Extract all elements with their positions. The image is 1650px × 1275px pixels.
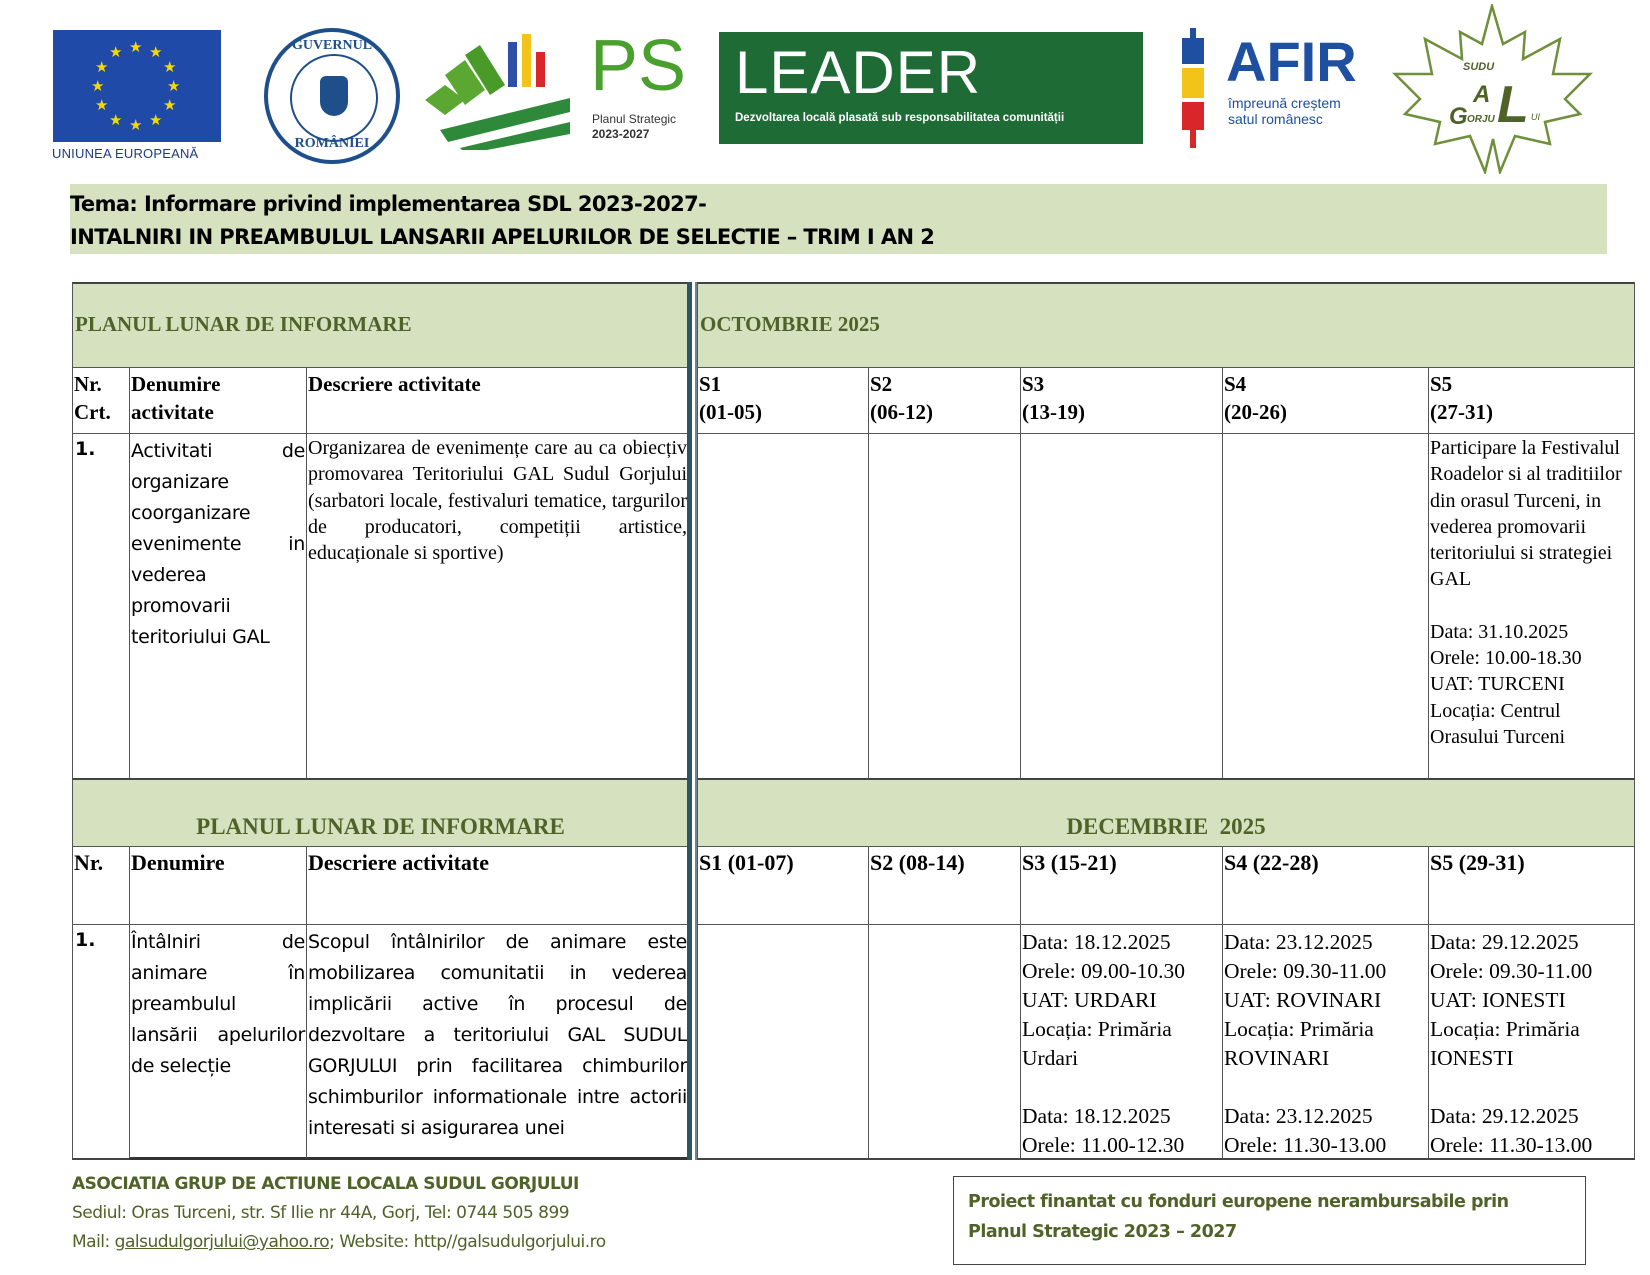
funding-line1: Proiect finantat cu fonduri europene nerambursabile prin — [968, 1192, 1509, 1212]
event-hours-second: Orele: 11.00-12.30 — [1022, 1133, 1185, 1157]
footer-contact — [72, 1232, 606, 1252]
december-week-s5: S5 (29-31) — [1428, 846, 1635, 925]
col-description-label: Descriere activitate — [308, 372, 481, 396]
event-hours-second: Orele: 11.30-13.00 — [1224, 1133, 1387, 1157]
event-hours-second: Orele: 11.30-13.00 — [1430, 1133, 1593, 1157]
ps-years: 2023-2027 — [592, 127, 650, 141]
december-col-description: Descriere activitate — [306, 846, 689, 925]
october-col-description — [306, 367, 689, 434]
star-icon: ★ — [91, 77, 105, 95]
week-label: S4 — [1224, 372, 1247, 396]
december-plan-header — [72, 778, 689, 847]
afir-emblem-icon — [1180, 28, 1206, 148]
spacer — [1430, 593, 1633, 619]
week-label: S5 — [1430, 372, 1453, 396]
star-icon: ★ — [149, 111, 163, 129]
december-week-s2: S2 (08-14) — [868, 846, 1021, 925]
december-week-s4: S4 (22-28) — [1222, 846, 1429, 925]
government-seal-bottom-text: ROMÂNIEI — [294, 136, 370, 151]
december-row-s2 — [868, 924, 1021, 1160]
star-icon: ★ — [167, 77, 181, 95]
october-row-s1 — [697, 433, 869, 779]
table-divider-thin — [695, 282, 697, 1160]
coat-of-arms-icon — [320, 76, 348, 116]
star-icon: ★ — [109, 43, 123, 61]
week-range: (13-19) — [1022, 400, 1085, 424]
december-month-label: DECEMBRIE 2025 — [1066, 814, 1266, 839]
footer-website: ; Website: http//galsudulgorjului.ro — [329, 1232, 606, 1252]
star-icon: ★ — [129, 38, 143, 56]
svg-text:ORJU: ORJU — [1467, 114, 1495, 125]
event-date: Data: 31.10.2025 — [1430, 620, 1569, 643]
star-icon: ★ — [129, 116, 143, 134]
event-date-second: Data: 23.12.2025 — [1224, 1104, 1373, 1128]
event-date: Data: 29.12.2025 — [1430, 930, 1579, 954]
afir-subtitle-line1: împreună creștem — [1228, 95, 1341, 111]
october-plan-label: PLANUL LUNAR DE INFORMARE — [75, 312, 412, 336]
october-col-name — [129, 367, 307, 434]
footer-email-link[interactable]: galsudulgorjului@yahoo.ro — [114, 1232, 330, 1252]
table-divider-thick — [687, 282, 692, 1160]
event-date: Data: 23.12.2025 — [1224, 930, 1373, 954]
october-week-s2 — [868, 367, 1021, 434]
october-row-s3 — [1020, 433, 1223, 779]
event-hours: Orele: 09.30-11.00 — [1224, 959, 1387, 983]
october-row-description: Organizarea de evenimențe care au ca obiecțiv promovarea Teritoriului GAL Sudul Gorjului (sarbatori locale, festivaluri tematice, targurilor de producatori, competiții artistice, educaționale si sportive) — [306, 433, 689, 779]
december-col-name: Denumire — [129, 846, 307, 925]
theme-title-bar — [70, 184, 1607, 254]
week-range: (01-05) — [699, 400, 762, 424]
svg-text:L: L — [1497, 76, 1529, 134]
spacer — [1022, 1073, 1221, 1102]
week-range: (27-31) — [1430, 400, 1493, 424]
footer-mail-prefix: Mail: — [72, 1232, 115, 1252]
seal-inner-ring — [290, 54, 378, 142]
footer-organization-name: ASOCIATIA GRUP DE ACTIUNE LOCALA SUDUL GORJULUI — [72, 1174, 579, 1194]
eu-logo-label: UNIUNEA EUROPEANĂ — [52, 146, 199, 161]
october-month-label: OCTOMBRIE 2025 — [700, 312, 880, 336]
event-date-second: Data: 29.12.2025 — [1430, 1104, 1579, 1128]
december-plan-label: PLANUL LUNAR DE INFORMARE — [196, 814, 565, 839]
december-row-description: Scopul întâlnirilor de animare este mobilizarea comunitatii in vederea implicării active în procesul de dezvoltare a teritoriului GAL SUDUL GORJULUI prin facilitarea chimburilor schimburilor informationale intre actorii interesati si asigurarea unei — [306, 924, 689, 1160]
october-row-nr: 1. — [72, 433, 130, 779]
col-nr-line1: Nr. — [74, 372, 102, 396]
event-location: Locația: Centrul Orasului Turceni — [1430, 699, 1565, 748]
october-row-s4 — [1222, 433, 1429, 779]
col-name-line2: activitate — [131, 400, 214, 424]
october-col-nr — [72, 367, 130, 434]
event-hours: Orele: 09.30-11.00 — [1430, 959, 1593, 983]
leader-subtitle: Dezvoltarea locală plasată sub responsabilitatea comunității — [735, 112, 1065, 124]
event-date-second: Data: 18.12.2025 — [1022, 1104, 1171, 1128]
afir-logo-subtitle — [1228, 95, 1378, 127]
event-uat: UAT: IONESTI — [1430, 988, 1566, 1012]
spacer — [1430, 1073, 1633, 1102]
ps-stripes-logo — [420, 30, 580, 150]
october-month-header — [697, 282, 1635, 368]
december-row-nr: 1. — [72, 924, 130, 1160]
theme-subtitle: INTALNIRI IN PREAMBULUL LANSARII APELURILOR DE SELECTIE – TRIM I AN 2 — [70, 225, 935, 249]
government-seal-top-text: GUVERNUL — [291, 38, 373, 53]
december-col-nr: Nr. — [72, 846, 130, 925]
svg-text:UI: UI — [1531, 112, 1540, 122]
star-icon: ★ — [109, 111, 123, 129]
ps-subtitle: Planul Strategic — [592, 112, 677, 126]
event-uat: UAT: ROVINARI — [1224, 988, 1382, 1012]
october-week-s3 — [1020, 367, 1223, 434]
svg-text:A: A — [1473, 81, 1491, 108]
gal-maple-leaf-logo — [1385, 4, 1600, 174]
december-row-s1 — [697, 924, 869, 1160]
december-month-header — [697, 778, 1635, 847]
october-row-activity-name: Activitati de organizare coorganizare evenimente in vederea promovarii teritoriului GAL — [129, 433, 307, 779]
october-week-s5 — [1428, 367, 1635, 434]
footer-address: Sediul: Oras Turceni, str. Sf Ilie nr 44A, Gorj, Tel: 0744 505 899 — [72, 1203, 570, 1223]
event-hours: Orele: 09.00-10.30 — [1022, 959, 1186, 983]
event-location: Locația: Primăria Urdari — [1022, 1017, 1172, 1070]
ps-logo-letters: PS — [590, 26, 687, 106]
leader-title: LEADER — [735, 39, 982, 106]
december-row-s5 — [1428, 924, 1635, 1160]
eu-flag-logo — [53, 30, 221, 142]
week-label: S2 — [870, 372, 893, 396]
afir-logo-title: AFIR — [1226, 30, 1357, 93]
event-uat: UAT: TURCENI — [1430, 673, 1565, 696]
october-week-s4 — [1222, 367, 1429, 434]
week-range: (20-26) — [1224, 400, 1287, 424]
ps-logo-subtitle — [592, 112, 702, 142]
star-icon: ★ — [163, 96, 177, 114]
afir-subtitle-line2: satul românesc — [1228, 111, 1323, 127]
col-nr-line2: Crt. — [74, 400, 111, 424]
svg-text:G: G — [1449, 103, 1468, 130]
event-location: Locația: Primăria IONESTI — [1430, 1017, 1580, 1070]
december-week-s3: S3 (15-21) — [1020, 846, 1223, 925]
event-date: Data: 18.12.2025 — [1022, 930, 1171, 954]
december-row-activity-name: Întâlniri de animare în preambulul lansării apelurilor de selecție — [129, 924, 307, 1160]
star-icon: ★ — [163, 58, 177, 76]
svg-text:SUDU: SUDU — [1463, 61, 1495, 73]
october-row-s5 — [1428, 433, 1635, 779]
december-row-s3 — [1020, 924, 1223, 1160]
funding-notice-box — [953, 1176, 1586, 1265]
december-row-s4 — [1222, 924, 1429, 1160]
star-icon: ★ — [149, 43, 163, 61]
theme-title: Tema: Informare privind implementarea SDL 2023-2027- — [70, 192, 707, 216]
october-week-s1 — [697, 367, 869, 434]
funding-line2: Planul Strategic 2023 – 2027 — [968, 1222, 1237, 1242]
event-location: Locația: Primăria ROVINARI — [1224, 1017, 1374, 1070]
october-plan-header — [72, 282, 689, 368]
star-icon: ★ — [95, 96, 109, 114]
week-range: (06-12) — [870, 400, 933, 424]
event-hours: Orele: 10.00-18.30 — [1430, 647, 1582, 670]
week-label: S3 — [1022, 372, 1045, 396]
event-uat: UAT: URDARI — [1022, 988, 1157, 1012]
star-icon: ★ — [95, 58, 109, 76]
december-week-s1: S1 (01-07) — [697, 846, 869, 925]
leader-logo — [719, 32, 1143, 144]
event-activity: Participare la Festivalul Roadelor si al traditiilor din orasul Turceni, in vederea promovarii teritoriului si strategiei GAL — [1430, 437, 1622, 591]
october-row-s2 — [868, 433, 1021, 779]
spacer — [1224, 1073, 1427, 1102]
government-seal-logo — [264, 28, 400, 164]
week-label: S1 — [699, 372, 722, 396]
col-name-line1: Denumire — [131, 372, 221, 396]
